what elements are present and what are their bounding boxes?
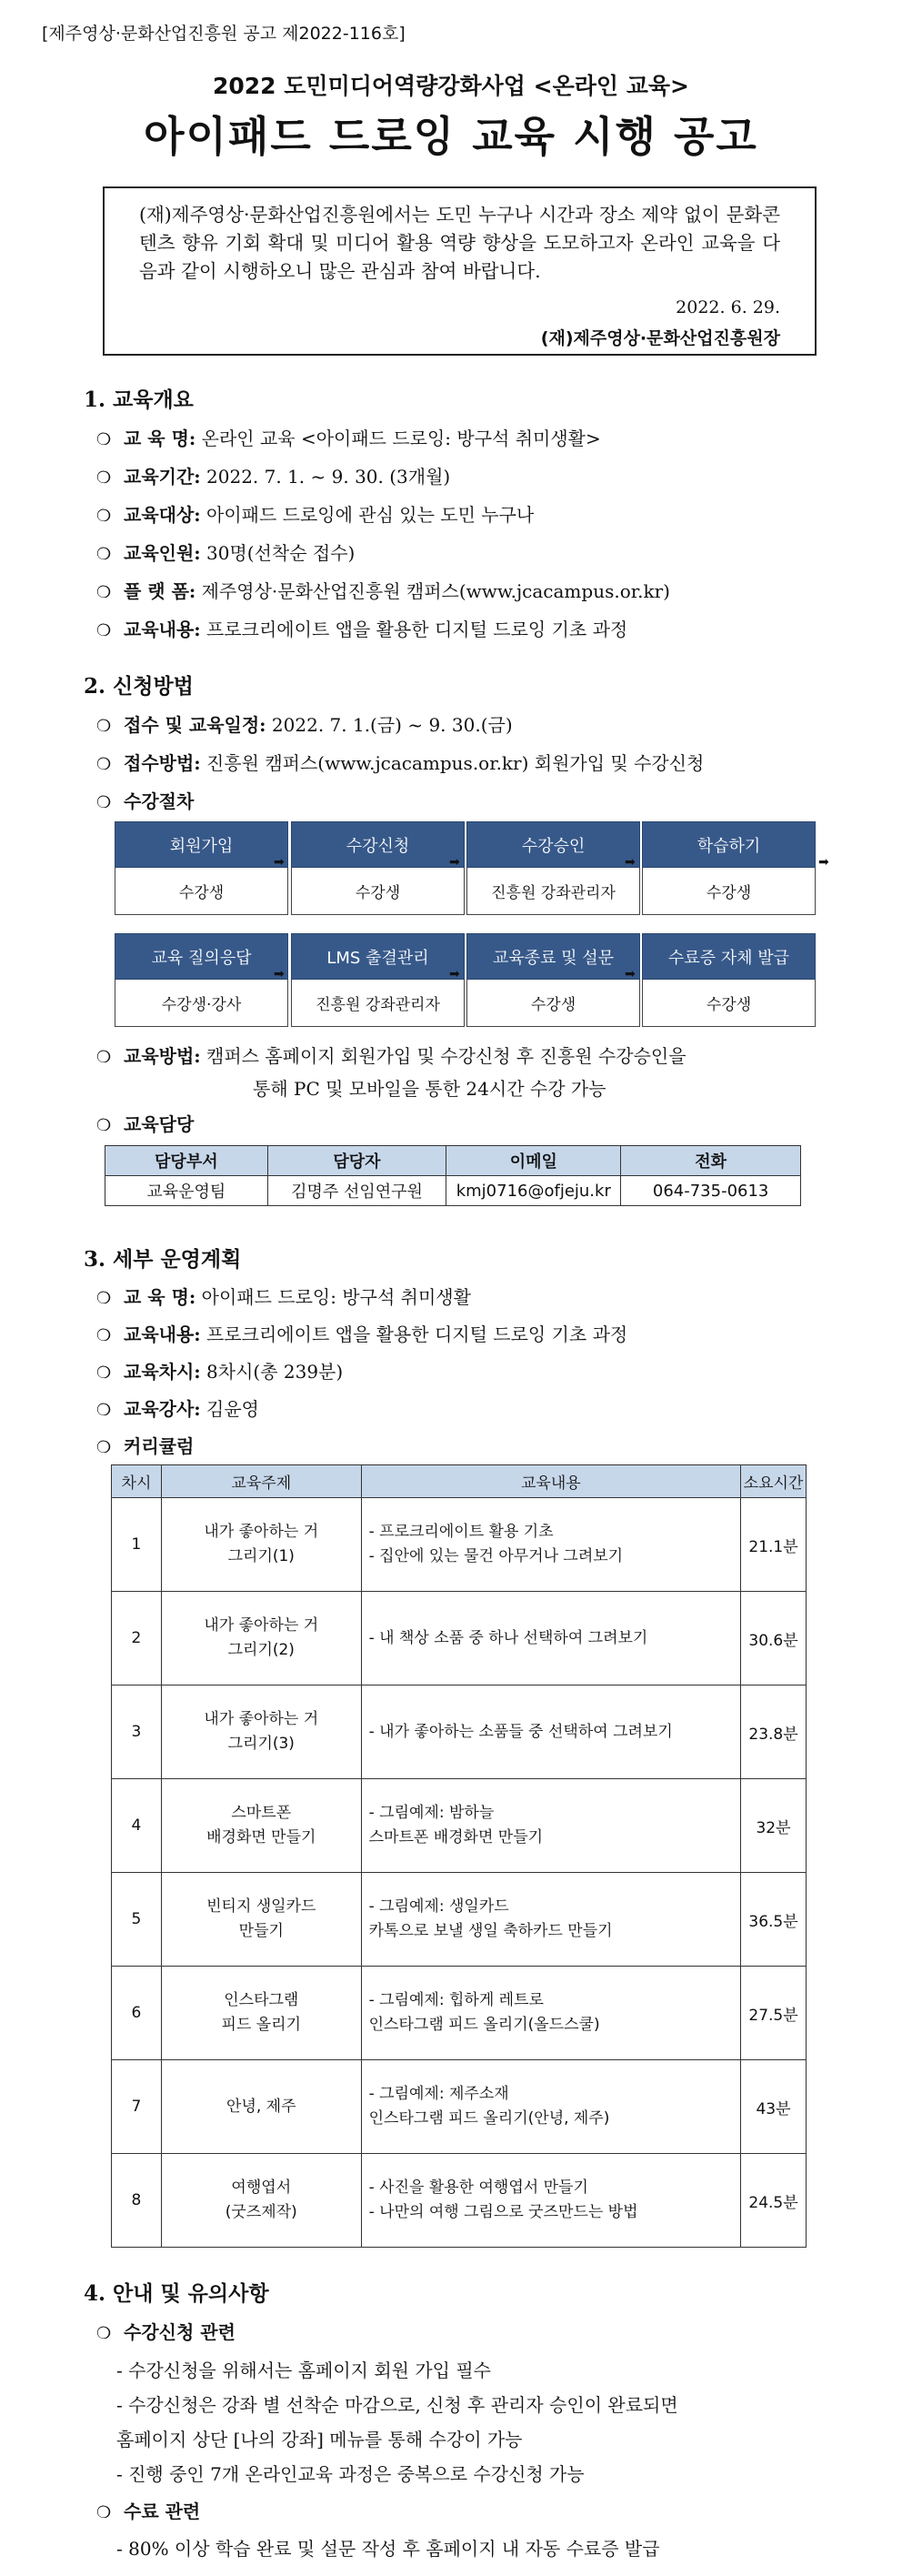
arrow-right-icon: ➡ — [449, 967, 460, 981]
section1-item: ❍ 교육내용: 프로크리에이트 앱을 활용한 디지털 드로잉 기초 과정 — [96, 619, 628, 640]
section3-title: 3. 세부 운영계획 — [84, 1247, 242, 1272]
section1-title: 1. 교육개요 — [84, 387, 194, 412]
section1-item: ❍ 교 육 명: 온라인 교육 <아이패드 드로잉: 방구석 취미생활> — [96, 428, 601, 449]
circle-bullet-icon: ❍ — [96, 793, 112, 812]
section2-method: ❍ 교육방법: 캠퍼스 홈페이지 회원가입 및 수강신청 후 진흥원 수강승인을 — [96, 1045, 687, 1067]
section4-line: - 수강신청은 강좌 별 선착순 마감으로, 신청 후 관리자 승인이 완료되면 — [116, 2394, 678, 2416]
section4-line: - 80% 이상 학습 완료 및 설문 작성 후 홈페이지 내 자동 수료증 발급 — [116, 2538, 660, 2560]
circle-bullet-icon: ❍ — [96, 1438, 112, 1457]
arrow-right-icon: ➡ — [274, 967, 285, 981]
circle-bullet-icon: ❍ — [96, 1401, 112, 1420]
curriculum-row: 8 여행엽서 (굿즈제작) - 사진을 활용한 여행엽서 만들기 - 나만의 여행 그림으로 굿즈만드는 방법 24.5분 — [112, 2154, 807, 2248]
process-step: LMS 출결관리 진흥원 강좌관리자 — [291, 933, 465, 1027]
section3-item: ❍ 교육내용: 프로크리에이트 앱을 활용한 디지털 드로잉 기초 과정 — [96, 1323, 628, 1345]
contact-row: 교육운영팀 김명주 선임연구원 kmj0716@ofjeju.kr 064-735-0613 — [105, 1176, 801, 1206]
circle-bullet-icon: ❍ — [96, 755, 112, 774]
section4-title: 4. 안내 및 유의사항 — [84, 2281, 269, 2306]
section2-contact-label: ❍ 교육담당 — [96, 1113, 195, 1135]
section2-method-cont: 통해 PC 및 모바일을 통한 24시간 수강 가능 — [253, 1078, 606, 1100]
arrow-right-icon: ➡ — [625, 967, 636, 981]
curriculum-row: 2 내가 좋아하는 거 그리기(2) - 내 책상 소품 중 하나 선택하여 그려보기 30.6분 — [112, 1592, 807, 1685]
section3-item: ❍ 교육차시: 8차시(총 239분) — [96, 1361, 344, 1383]
section1-item: ❍ 교육기간: 2022. 7. 1. ~ 9. 30. (3개월) — [96, 466, 451, 488]
section2-title: 2. 신청방법 — [84, 674, 194, 699]
arrow-right-icon: ➡ — [449, 855, 460, 870]
process-step: 학습하기 수강생 — [642, 821, 816, 915]
circle-bullet-icon: ❍ — [96, 1289, 112, 1308]
process-step: 수강신청 수강생 — [291, 821, 465, 915]
curriculum-row: 3 내가 좋아하는 거 그리기(3) - 내가 좋아하는 소품들 중 선택하여 그려보기 23.8분 — [112, 1685, 807, 1779]
intro-text: (재)제주영상·문화산업진흥원에서는 도민 누구나 시간과 장소 제약 없이 문화콘텐츠 향유 기회 확대 및 미디어 활용 역량 향상을 도모하고자 온라인 교육을 다음과 같이 시행하오니 많은 관심과 참여 바랍니다. — [139, 204, 780, 282]
curriculum-row: 7 안녕, 제주 - 그림예제: 제주소재 인스타그램 피드 올리기(안녕, 제주) 43분 — [112, 2060, 807, 2154]
circle-bullet-icon: ❍ — [96, 1116, 112, 1135]
page-subtitle: 2022 도민미디어역량강화사업 <온라인 교육> — [213, 73, 689, 99]
circle-bullet-icon: ❍ — [96, 2503, 112, 2522]
circle-bullet-icon: ❍ — [96, 1048, 112, 1067]
process-step: 회원가입 수강생 — [115, 821, 288, 915]
curriculum-row: 4 스마트폰 배경화면 만들기 - 그림예제: 밤하늘 스마트폰 배경화면 만들기 32분 — [112, 1779, 807, 1873]
section4-line: - 진행 중인 7개 온라인교육 과정은 중복으로 수강신청 가능 — [116, 2463, 585, 2485]
contact-header-row: 담당부서 담당자 이메일 전화 — [105, 1146, 801, 1176]
circle-bullet-icon: ❍ — [96, 583, 112, 602]
section1-item: ❍ 교육대상: 아이패드 드로잉에 관심 있는 도민 누구나 — [96, 504, 535, 526]
section4-line: 홈페이지 상단 [나의 강좌] 메뉴를 통해 수강이 가능 — [116, 2429, 523, 2450]
circle-bullet-icon: ❍ — [96, 430, 112, 449]
section3-item: ❍ 교육강사: 김윤영 — [96, 1398, 259, 1420]
section2-item: ❍ 접수방법: 진흥원 캠퍼스(www.jcacampus.or.kr) 회원가입 및 수강신청 — [96, 752, 705, 774]
intro-org: (재)제주영상·문화산업진흥원장 — [540, 328, 780, 348]
process-step: 수료증 자체 발급 수강생 — [642, 933, 816, 1027]
email-link[interactable]: kmj0716@ofjeju.kr — [446, 1176, 621, 1206]
curriculum-row: 1 내가 좋아하는 거 그리기(1) - 프로크리에이트 활용 기초 - 집안에 있는 물건 아무거나 그려보기 21.1분 — [112, 1498, 807, 1592]
page-title: 아이패드 드로잉 교육 시행 공고 — [144, 112, 758, 161]
process-step: 교육종료 및 설문 수강생 — [466, 933, 640, 1027]
circle-bullet-icon: ❍ — [96, 507, 112, 526]
process-step: 교육 질의응답 수강생·강사 — [115, 933, 288, 1027]
section1-item: ❍ 플 랫 폼: 제주영상·문화산업진흥원 캠퍼스(www.jcacampus.or.kr) — [96, 580, 670, 602]
section4-sub1: ❍ 수강신청 관련 — [96, 2321, 236, 2343]
arrow-right-icon: ➡ — [625, 855, 636, 870]
circle-bullet-icon: ❍ — [96, 468, 112, 488]
section3-item: ❍ 커리큘럼 — [96, 1435, 195, 1457]
section3-item: ❍ 교 육 명: 아이패드 드로잉: 방구석 취미생활 — [96, 1286, 471, 1308]
section4-line: - 수강신청을 위해서는 홈페이지 회원 가입 필수 — [116, 2360, 491, 2381]
contact-table — [105, 1145, 801, 1206]
process-step: 수강승인 진흥원 강좌관리자 — [466, 821, 640, 915]
section4-sub2: ❍ 수료 관련 — [96, 2501, 201, 2522]
circle-bullet-icon: ❍ — [96, 1326, 112, 1345]
curriculum-table — [111, 1464, 807, 2248]
section1-item: ❍ 교육인원: 30명(선착순 접수) — [96, 542, 356, 564]
circle-bullet-icon: ❍ — [96, 1363, 112, 1383]
section2-item: ❍ 접수 및 교육일정: 2022. 7. 1.(금) ~ 9. 30.(금) — [96, 714, 513, 736]
curriculum-row: 6 인스타그램 피드 올리기 - 그림예제: 힙하게 레트로 인스타그램 피드 올리기(올드스쿨) 27.5분 — [112, 1967, 807, 2060]
intro-date: 2022. 6. 29. — [676, 297, 780, 317]
intro-box — [103, 186, 817, 356]
section2-item: ❍ 수강절차 — [96, 790, 195, 812]
notice-number: [제주영상·문화산업진흥원 공고 제2022-116호] — [42, 24, 406, 44]
curriculum-row: 5 빈티지 생일카드 만들기 - 그림예제: 생일카드 카톡으로 보낼 생일 축하카드 만들기 36.5분 — [112, 1873, 807, 1967]
circle-bullet-icon: ❍ — [96, 2324, 112, 2343]
arrow-right-icon: ➡ — [274, 855, 285, 870]
circle-bullet-icon: ❍ — [96, 545, 112, 564]
curriculum-header-row: 차시 교육주제 교육내용 소요시간 — [112, 1465, 807, 1498]
arrow-right-icon: ➡ — [818, 855, 829, 870]
circle-bullet-icon: ❍ — [96, 717, 112, 736]
circle-bullet-icon: ❍ — [96, 621, 112, 640]
